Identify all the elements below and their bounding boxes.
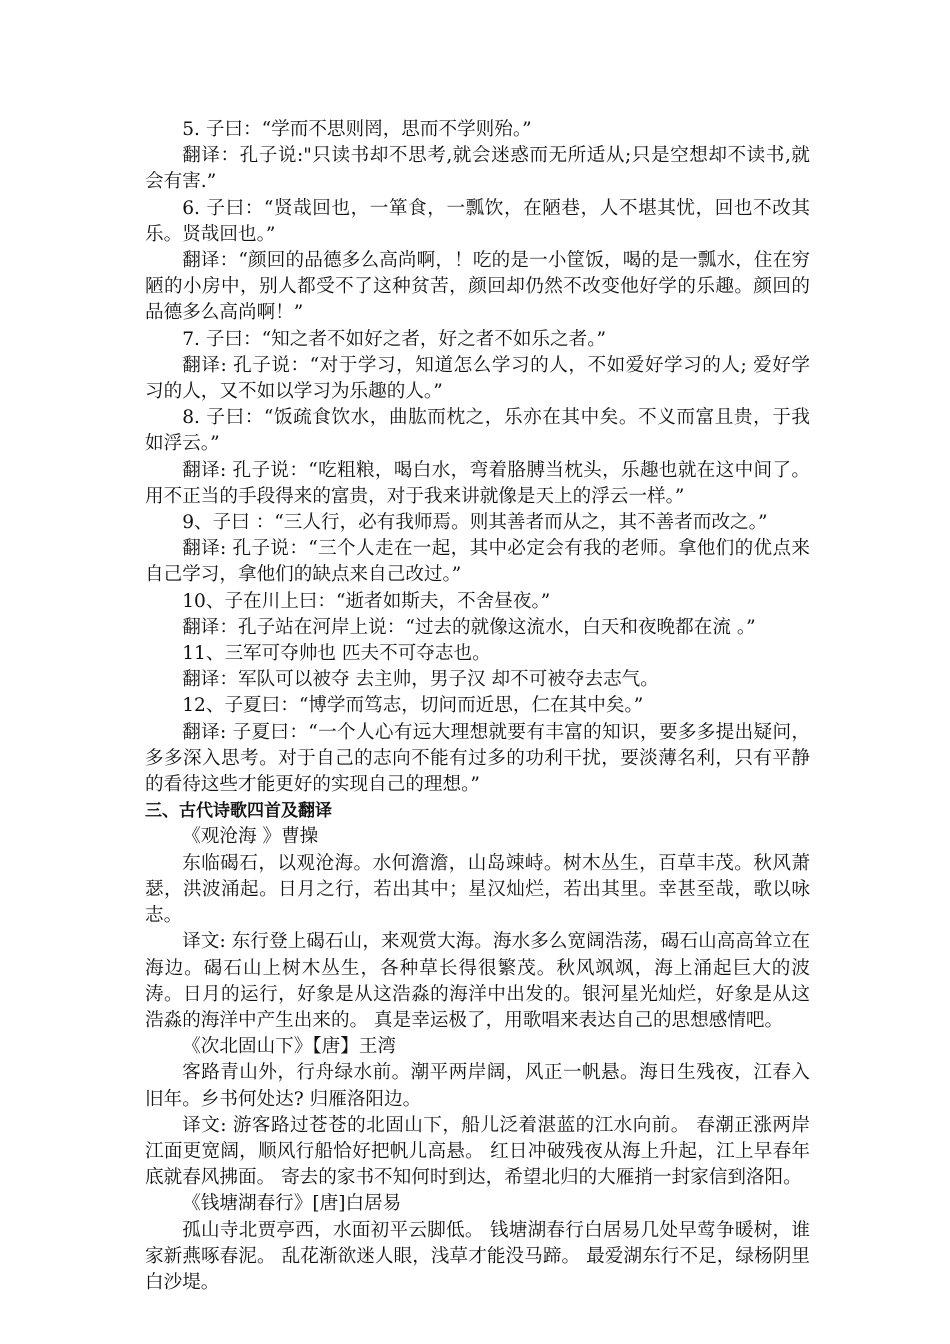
analects-8-translation: 翻译: 孔子说：“吃粗粮，喝白水，弯着胳膊当枕头，乐趣也就在这中间了。用不正当的手段得来的富贵，对于我来讲就像是天上的浮云一样。” [145, 459, 810, 507]
poem-3-title: 《钱塘湖春行》[唐]白居易 [182, 1193, 402, 1215]
analects-5-original: 5. 子曰：“学而不思则罔，思而不学则殆。” [182, 119, 532, 140]
document-body [145, 117, 810, 1296]
analects-9-original: 9、子曰 ：“三人行，必有我师焉。则其善者而从之，其不善者而改之。” [182, 512, 768, 534]
analects-11-translation: 翻译：军队可以被夺 去主帅，男子汉 却不可被夺去志气。 [182, 669, 659, 691]
poem-2-translation: 译文: 游客路过苍苍的北固山下，船儿泛着湛蓝的江水向前。 春潮正涨两岸江面更宽阔，顺风行船恰好把帆儿高悬。 红日冲破残夜从海上升起，江上早春年底就春风拂面。 寄去的家书不知何时到达，希望北归的大雁捎一封家信到洛阳。 [145, 1114, 810, 1189]
poem-1-translation: 译文: 东行登上碣石山，来观赏大海。海水多么宽阔浩荡，碣石山高高耸立在海边。碣石山上树木丛生，各种草长得很繁茂。秋风飒飒，海上涌起巨大的波涛。日月的运行，好象是从这浩淼的海洋中出发的。银河星光灿烂，好象是从这浩淼的海洋中产生出来的。 真是幸运极了，用歌唱来表达自己的思想感情吧。 [145, 931, 810, 1031]
analects-7-translation: 翻译: 孔子说：“对于学习，知道怎么学习的人，不如爱好学习的人; 爱好学习的人，又不如以学习为乐趣的人。” [145, 354, 810, 403]
analects-9-translation: 翻译: 孔子说：“三个人走在一起，其中必定会有我的老师。拿他们的优点来自己学习，拿他们的缺点来自己改过。” [145, 538, 810, 586]
analects-7-original: 7. 子曰：“知之者不如好之者，好之者不如乐之者。” [182, 328, 607, 350]
section-heading: 三、古代诗歌四首及翻译 [145, 801, 332, 822]
analects-12-translation: 翻译: 子夏曰：“一个人心有远大理想就要有丰富的知识，要多多提出疑问，多多深入思考。对于自己的志向不能有过多的功利干扰，要淡薄名利，只有平静的看待这些才能更好的实现自己的理想。” [145, 721, 810, 796]
analects-10-translation: 翻译：孔子站在河岸上说：“过去的就像这流水，白天和夜晚都在流 。” [182, 616, 756, 638]
poem-3-text: 孤山寺北贾亭西，水面初平云脚低。 钱塘湖春行白居易几处早莺争暖树，谁家新燕啄春泥。 乱花渐欲迷人眼，浅草才能没马蹄。 最爱湖东行不足，绿杨阴里白沙堤。 [145, 1219, 810, 1293]
analects-5-translation: 翻译：孔子说:"只读书却不思考,就会迷惑而无所适从;只是空想却不读书,就会有害.” [145, 145, 810, 193]
poem-2-title: 《次北固山下》【唐】王湾 [182, 1036, 397, 1058]
poem-2-text: 客路青山外，行舟绿水前。潮平两岸阔，风正一帆悬。海日生残夜，江春入旧年。乡书何处达? 归雁洛阳边。 [145, 1062, 810, 1110]
analects-6-original: 6. 子曰：“贤哉回也，一箪食，一瓢饮，在陋巷，人不堪其忧，回也不改其乐。贤哉回也。” [145, 197, 810, 245]
analects-10-original: 10、子在川上曰：“逝者如斯夫，不舍昼夜。” [182, 590, 551, 612]
analects-12-original: 12、子夏曰：“博学而笃志，切问而近思，仁在其中矣。” [182, 695, 644, 717]
poem-1-title: 《观沧海 》曹操 [182, 826, 319, 848]
analects-6-translation: 翻译：“颜回的品德多么高尚啊，！吃的是一小筐饭，喝的是一瓢水，住在穷陋的小房中，别人都受不了这种贫苦，颜回却仍然不改变他好学的乐趣。颜回的品德多么高尚啊！” [145, 250, 810, 324]
analects-8-original: 8. 子曰：“饭疏食饮水，曲肱而枕之，乐亦在其中矣。不义而富且贵，于我如浮云。” [145, 407, 810, 455]
poem-1-text: 东临碣石，以观沧海。水何澹澹，山岛竦峙。树木丛生，百草丰茂。秋风萧瑟，洪波涌起。日月之行，若出其中；星汉灿烂，若出其里。幸甚至哉，歌以咏志。 [145, 852, 810, 927]
analects-11-original: 11、三军可夺帅也 匹夫不可夺志也。 [182, 643, 491, 665]
